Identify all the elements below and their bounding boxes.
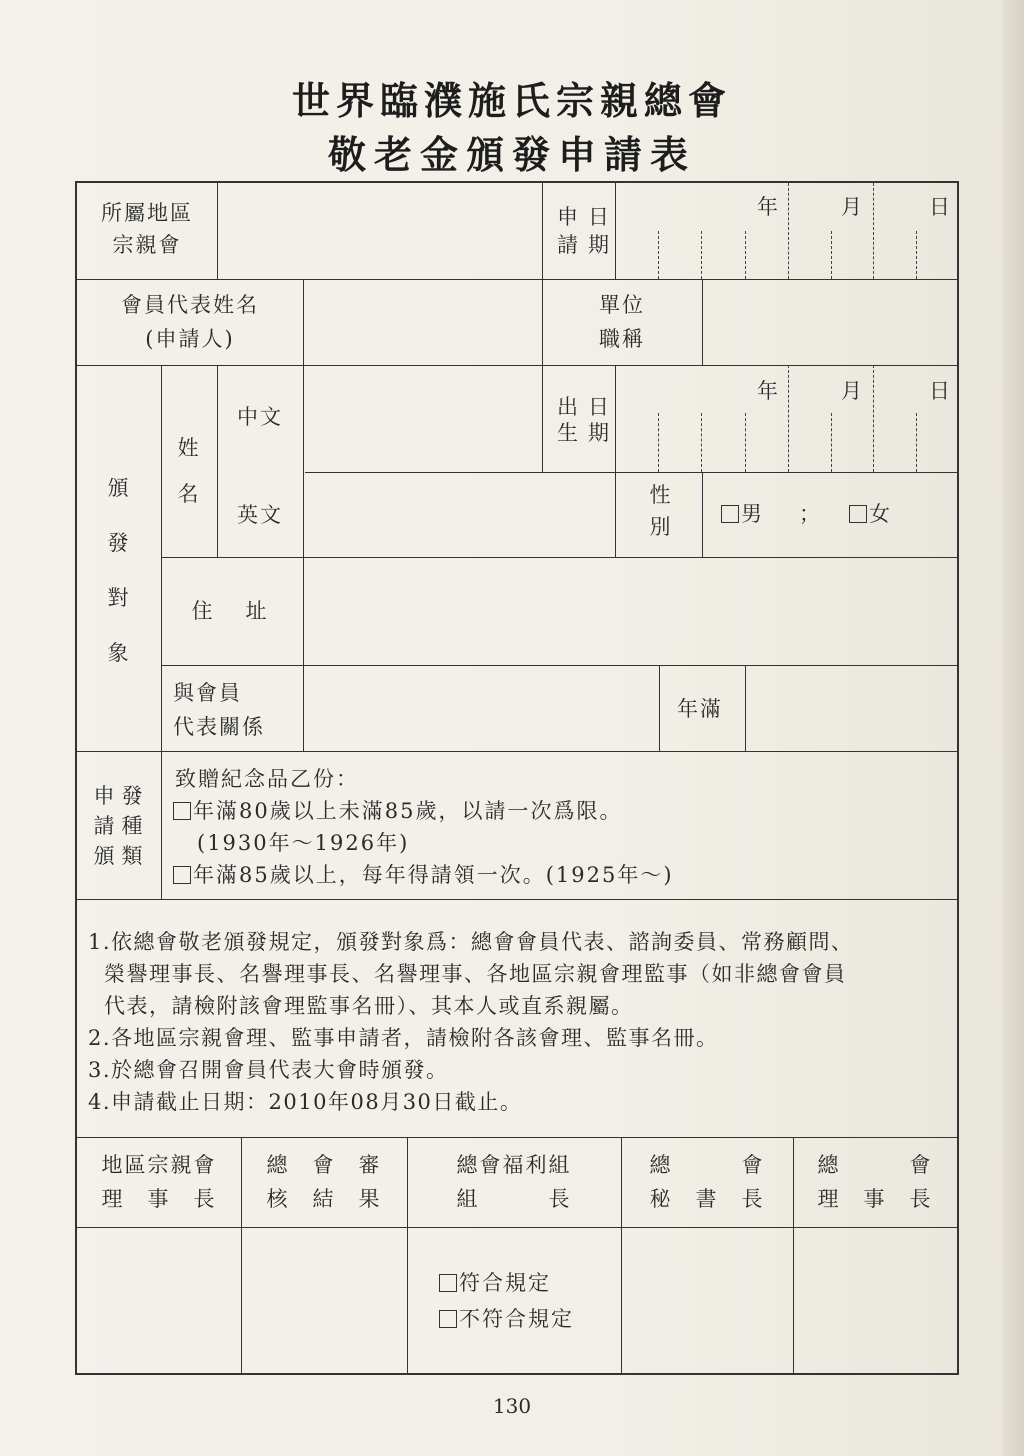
chinese-name-label: 中文 [237, 405, 283, 429]
apply-year-label: 年 [757, 195, 780, 219]
signoff-review-2: 核 結 果 [266, 1187, 382, 1211]
region-label: 所屬地區 [101, 201, 193, 225]
apply-month-label: 月 [841, 195, 864, 219]
note-1: 1.依總會敬老頒發規定，頒發對象爲：總會會員代表、諮詢委員、常務顧問、 [88, 930, 854, 954]
relation-label: 與會員 [173, 681, 242, 705]
note-2: 2.各地區宗親會理、監事申請者，請檢附各該會理、監事名冊。 [88, 1026, 719, 1050]
option-85-label: 年滿85歲以上，每年得請領一次。(1925年～) [193, 863, 674, 887]
female-checkbox[interactable] [849, 505, 867, 523]
english-name-input[interactable] [305, 474, 613, 556]
birth-year-label: 年 [757, 379, 780, 403]
apply-day-label: 日 [929, 195, 952, 219]
age-label: 年滿 [677, 697, 723, 721]
signoff-secretary: 總 會 [649, 1153, 765, 1177]
compliant-option[interactable] [439, 1267, 551, 1299]
address-input[interactable] [305, 559, 955, 663]
noncompliant-label: 不符合規定 [459, 1307, 574, 1331]
recipient-label: 頒發對象 [107, 476, 131, 665]
apply-date-label: 申日 [557, 205, 619, 229]
member-rep-label-2: (申請人) [145, 327, 235, 351]
note-3: 3.於總會召開會員代表大會時頒發。 [88, 1058, 449, 1082]
compliant-label: 符合規定 [459, 1271, 551, 1295]
form-title: 敬老金頒發申請表 [327, 133, 696, 177]
signoff-welfare-2: 組 長 [456, 1187, 572, 1211]
birth-date-label-2: 生期 [557, 421, 619, 445]
note-1-cont: 榮譽理事長、名譽理事長、名譽理事、各地區宗親會理監事（如非總會會員 [104, 962, 847, 986]
association-title: 世界臨濮施氏宗親總會 [291, 79, 732, 123]
category-label: 申請頒 [93, 784, 117, 868]
birth-month-label: 月 [841, 379, 864, 403]
note-1-cont-2: 代表，請檢附該會理監事名冊）、其本人或直系親屬。 [104, 994, 634, 1018]
region-input[interactable] [219, 185, 539, 277]
address-label: 住 址 [191, 599, 273, 623]
relation-input[interactable] [305, 667, 657, 749]
category-label-2: 發種類 [121, 784, 145, 868]
unit-title-label-2: 職稱 [599, 327, 645, 351]
member-rep-label: 會員代表姓名 [121, 293, 259, 317]
signoff-chairman: 總 會 [817, 1153, 933, 1177]
member-rep-name-input[interactable] [305, 281, 540, 363]
birth-day-label: 日 [929, 379, 952, 403]
unit-title-input[interactable] [704, 281, 956, 363]
name-label: 姓名 [177, 436, 201, 506]
chinese-name-input[interactable] [305, 367, 540, 470]
option-80-label: 年滿80歲以上未滿85歲，以請一次爲限。 [193, 799, 623, 823]
signoff-secretary-2: 秘 書 長 [649, 1187, 765, 1211]
apply-date-label-2: 請期 [557, 233, 619, 257]
signoff-region-chair-2: 理 事 長 [101, 1187, 217, 1211]
apply-date-input[interactable] [617, 227, 957, 277]
gender-separator: ； [799, 502, 822, 526]
male-option[interactable] [721, 498, 764, 530]
option-80-checkbox[interactable] [173, 802, 191, 820]
signoff-region-chair: 地區宗親會 [101, 1153, 217, 1177]
relation-label-2: 代表關係 [173, 715, 265, 739]
age-input[interactable] [747, 667, 955, 749]
page-spine [1002, 0, 1024, 1456]
note-4: 4.申請截止日期：2010年08月30日截止。 [88, 1090, 523, 1114]
page-number: 130 [492, 1394, 532, 1418]
male-option-label: 男 [741, 502, 764, 526]
noncompliant-option[interactable] [439, 1303, 574, 1335]
region-label-2: 宗親會 [112, 233, 182, 257]
english-name-label: 英文 [237, 503, 283, 527]
female-option-label: 女 [869, 502, 892, 526]
option-85[interactable] [173, 859, 674, 891]
option-80[interactable] [173, 795, 622, 827]
application-form [75, 181, 959, 1375]
signoff-chairman-2: 理 事 長 [817, 1187, 933, 1211]
signoff-review: 總 會 審 [266, 1153, 382, 1177]
noncompliant-checkbox[interactable] [439, 1310, 457, 1328]
option-85-checkbox[interactable] [173, 866, 191, 884]
unit-title-label: 單位 [599, 293, 645, 317]
signoff-welfare: 總會福利組 [456, 1153, 572, 1177]
option-80-years: (1930年～1926年) [197, 831, 410, 855]
male-checkbox[interactable] [721, 505, 739, 523]
female-option[interactable] [849, 498, 892, 530]
birth-date-input[interactable] [617, 413, 957, 471]
compliant-checkbox[interactable] [439, 1274, 457, 1292]
birth-date-label: 出日 [557, 395, 619, 419]
gift-intro: 致贈紀念品乙份： [175, 767, 359, 791]
gender-label: 性別 [649, 483, 673, 539]
